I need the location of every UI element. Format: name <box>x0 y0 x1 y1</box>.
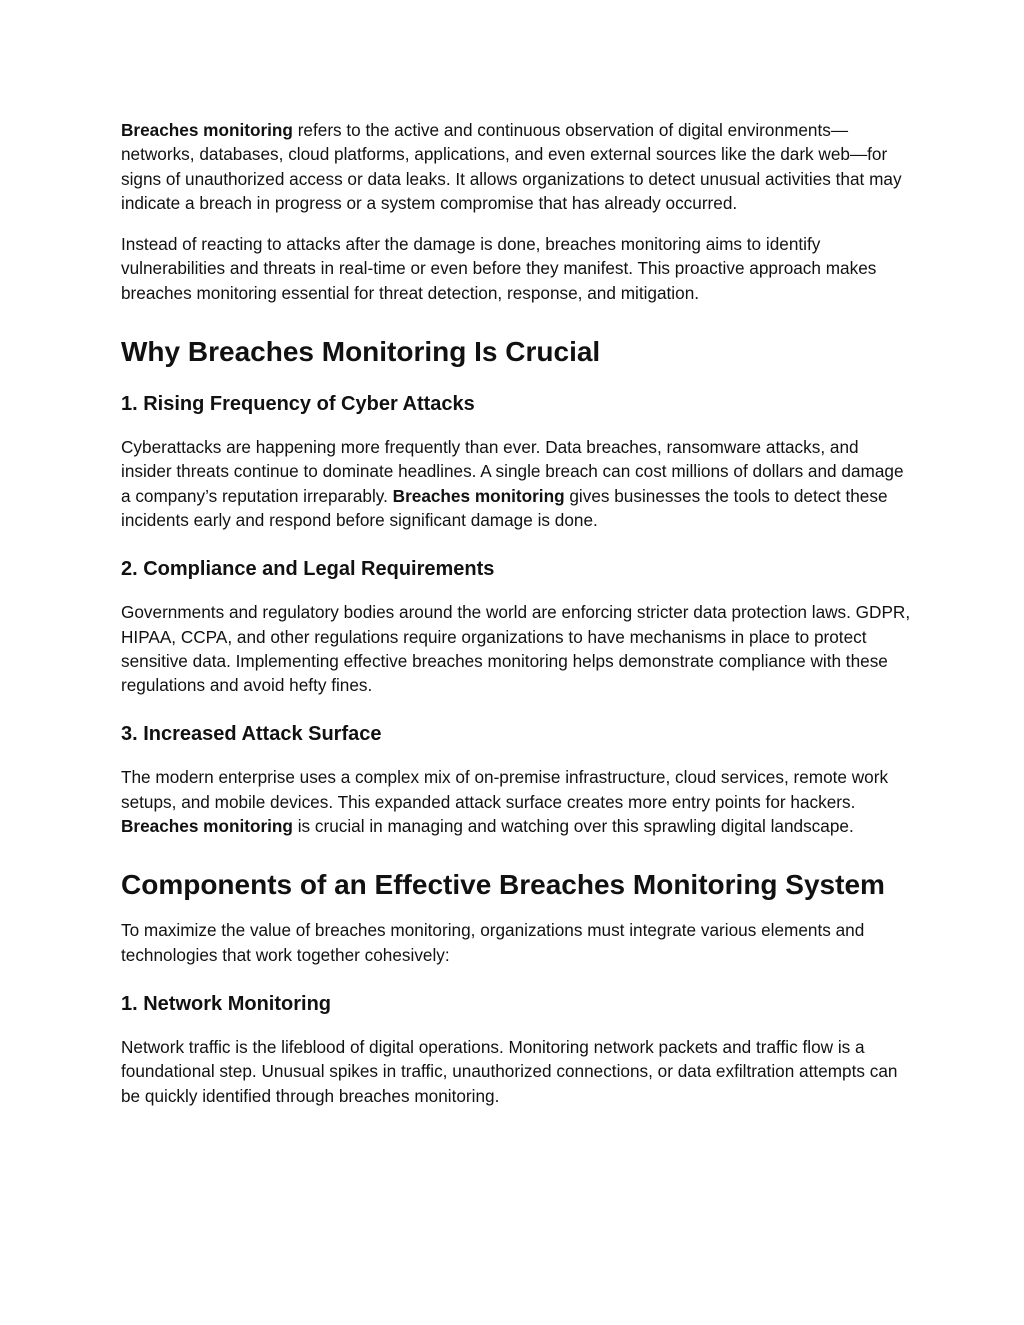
section-heading-components: Components of an Effective Breaches Monitoring System <box>121 869 885 901</box>
paragraph-rising-frequency <box>121 435 911 532</box>
subheading-compliance: 2. Compliance and Legal Requirements <box>121 558 495 581</box>
intro-bold-term: Breaches monitoring <box>121 120 293 140</box>
paragraph-components-intro: To maximize the value of breaches monitoring, organizations must integrate various elements and technologies that work together cohesively: <box>121 920 865 965</box>
paragraph-network-monitoring: Network traffic is the lifeblood of digital operations. Monitoring network packets and traffic flow is a foundational step. Unusual spikes in traffic, unauthorized connections, or data exfiltration attempts can be quickly identified through breaches monitoring. <box>121 1036 898 1106</box>
paragraph-text: is crucial in managing and watching over this sprawling digital landscape. <box>292 816 854 837</box>
subheading-network-monitoring: 1. Network Monitoring <box>121 992 331 1015</box>
paragraph-text: The modern enterprise uses a complex mix of on-premise infrastructure, cloud services, remote work setups, and mobile devices. This expanded attack surface creates more entry points for hackers. <box>121 767 889 812</box>
bold-term: Breaches monitoring <box>392 485 565 506</box>
bold-term: Breaches monitoring <box>121 816 293 837</box>
intro-paragraph-2: Instead of reacting to attacks after the damage is done, breaches monitoring aims to identify vulnerabilities and threats in real-time or even before they manifest. This proactive approach makes breaches monitoring essential for threat detection, response, and mitigation. <box>121 234 877 303</box>
subheading-attack-surface: 3. Increased Attack Surface <box>121 723 382 746</box>
section-heading-why: Why Breaches Monitoring Is Crucial <box>121 336 601 368</box>
paragraph-compliance: Governments and regulatory bodies around the world are enforcing stricter data protection laws. GDPR, HIPAA, CCPA, and other regulations require organizations to have mechanisms in place to protect sensitive data. Implementing effective breaches monitoring helps demonstrate compliance with these regulations and avoid hefty fines. <box>121 602 911 696</box>
paragraph-attack-surface <box>121 765 911 838</box>
subheading-rising-frequency: 1. Rising Frequency of Cyber Attacks <box>121 393 475 416</box>
paragraph-text: Cyberattacks are happening more frequently than ever. Data breaches, ransomware attacks, and insider threats continue to dominate headlines. A single breach can cost millions of dollars and damage a company’s reputation irreparably. <box>121 437 904 506</box>
intro-paragraph-1 <box>121 118 911 215</box>
paragraph-text: gives businesses the tools to detect these incidents early and respond before significant damage is done. <box>121 485 888 530</box>
document-body <box>121 118 911 1108</box>
intro-paragraph-1-text: refers to the active and continuous observation of digital environments—networks, databases, cloud platforms, applications, and even external sources like the dark web—for signs of unauthorized access or data leaks. It allows organizations to detect unusual activities that may indicate a breach in progress or a system compromise that has already occurred. <box>121 120 902 213</box>
